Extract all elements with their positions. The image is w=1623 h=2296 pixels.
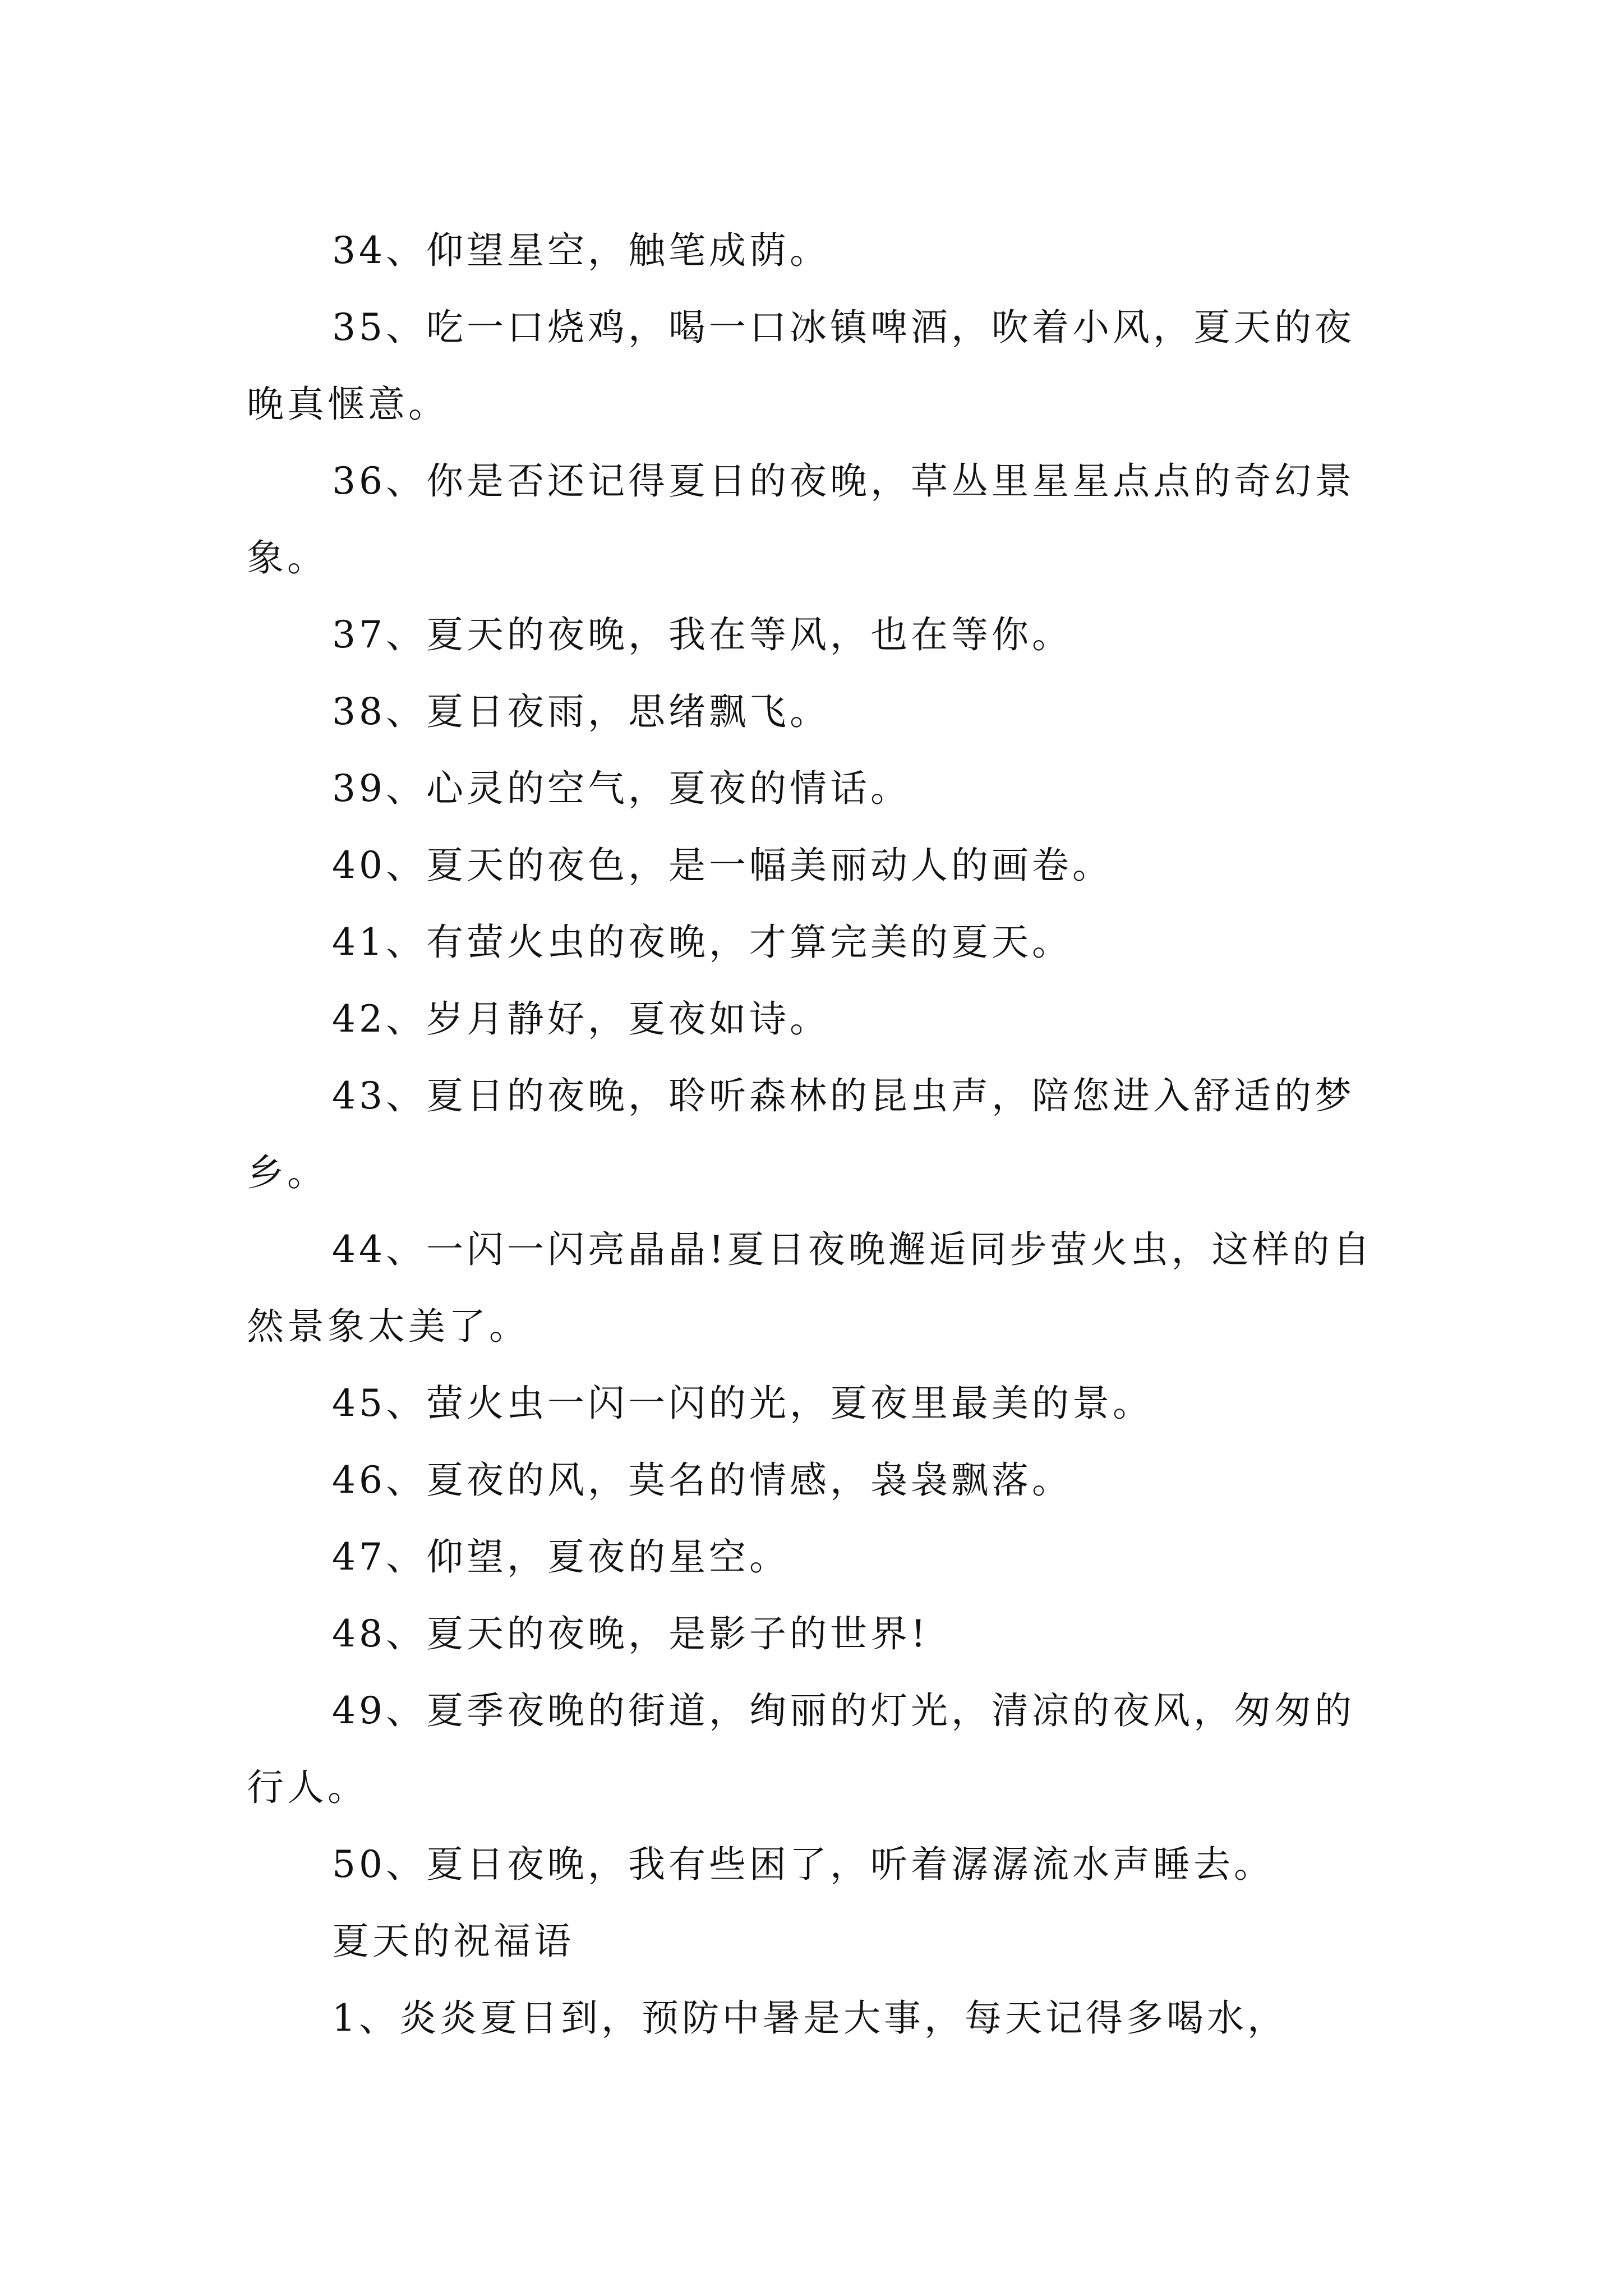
document-body <box>247 212 1385 2056</box>
paragraph-41: 41、有萤火虫的夜晚，才算完美的夏天。 <box>332 921 1072 964</box>
paragraph-48: 48、夏天的夜晚，是影子的世界! <box>332 1612 929 1655</box>
paragraph-37: 37、夏天的夜晚，我在等风，也在等你。 <box>332 613 1072 656</box>
paragraph-39: 39、心灵的空气，夏夜的情话。 <box>332 767 911 810</box>
paragraph-36: 36、你是否还记得夏日的夜晚，草丛里星星点点的奇幻景象。 <box>247 459 1355 579</box>
section-heading: 夏天的祝福语 <box>332 1920 574 1963</box>
paragraph-34: 34、仰望星空，触笔成荫。 <box>332 229 830 272</box>
paragraph-50: 50、夏日夜晚，我有些困了，听着潺潺流水声睡去。 <box>332 1843 1274 1886</box>
paragraph-47: 47、仰望，夏夜的星空。 <box>332 1535 790 1579</box>
paragraph-38: 38、夏日夜雨，思绪飘飞。 <box>332 690 830 733</box>
paragraph-43: 43、夏日的夜晚，聆听森林的昆虫声，陪您进入舒适的梦乡。 <box>247 1074 1355 1194</box>
paragraph-blessing-1: 1、炎炎夏日到，预防中暑是大事，每天记得多喝水， <box>332 1996 1288 2040</box>
paragraph-49: 49、夏季夜晚的街道，绚丽的灯光，清凉的夜风，匆匆的行人。 <box>247 1689 1355 1809</box>
paragraph-45: 45、萤火虫一闪一闪的光，夏夜里最美的景。 <box>332 1382 1153 1425</box>
paragraph-44: 44、一闪一闪亮晶晶!夏日夜晚邂逅同步萤火虫，这样的自然景象太美了。 <box>247 1228 1373 1348</box>
paragraph-35: 35、吃一口烧鸡，喝一口冰镇啤酒，吹着小风，夏天的夜晚真惬意。 <box>247 306 1355 426</box>
paragraph-40: 40、夏天的夜色，是一幅美丽动人的画卷。 <box>332 844 1113 887</box>
paragraph-42: 42、岁月静好，夏夜如诗。 <box>332 997 830 1041</box>
paragraph-46: 46、夏夜的风，莫名的情感，袅袅飘落。 <box>332 1458 1072 1502</box>
